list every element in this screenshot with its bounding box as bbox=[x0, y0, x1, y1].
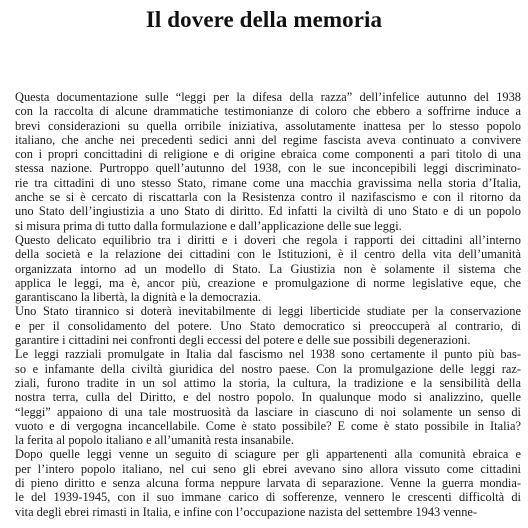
text-line: brevi considerazioni su quella orribile iniziativa, assolutamente inattesa per lo stesso popolo bbox=[15, 118, 521, 133]
text-line: rie tra cittadini di uno stesso Stato, rimane come una macchia gravissima nella storia d’Italia, bbox=[15, 175, 521, 190]
text-line: stessa nazione. Purtroppo quell’autunno del 1938, con le sue inconcepibili leggi discriminato- bbox=[15, 161, 521, 176]
paragraph bbox=[15, 447, 521, 518]
text-line: della società e la relazione dei cittadini con le Istituzioni, è il centro della vita dell’umanità bbox=[15, 247, 521, 262]
text-line: garantire i cittadini nei confronti degli eccessi del potere e delle sue possibili degenerazioni. bbox=[15, 333, 471, 348]
text-line: Uno Stato tirannico si doterà inevitabilmente di leggi liberticide studiate per la conservazione bbox=[15, 304, 521, 319]
text-line: vita degli ebrei rimasti in Italia, e infine con l’occupazione nazista del settembre 1943 venne- bbox=[15, 504, 478, 519]
article-body bbox=[15, 90, 521, 519]
text-line: Le leggi razziali promulgate in Italia dal fascismo nel 1938 sono certamente il punto più bas- bbox=[15, 347, 521, 362]
text-line: di pieno diritto e senza alcuna forma neppure larvata di separazione. Venne la guerra mondia- bbox=[15, 476, 521, 491]
paragraph bbox=[15, 347, 521, 447]
page-title: Il dovere della memoria bbox=[145, 7, 383, 32]
text-line: ziali, furono tradite in un sol attimo la storia, la cultura, la tradizione e la sensibilità della bbox=[15, 375, 521, 390]
paragraph bbox=[15, 304, 521, 347]
text-line: Questo delicato equilibrio tra i diritti e i doveri che regola i rapporti dei cittadini all’interno bbox=[15, 232, 521, 247]
paragraph bbox=[15, 90, 521, 233]
text-line: italiano, che anche nei precedenti sedici anni del regime fascista aveva continuato a convivere bbox=[15, 132, 521, 147]
text-line: “leggi” appaiono di una tale mostruosità da lasciare in ciascuno di noi solamente un senso di bbox=[15, 404, 521, 419]
text-line: applica le leggi, ma è, ancor più, creazione e promulgazione di norme legislative eque, che bbox=[15, 275, 521, 290]
text-line: Questa documentazione sulle “leggi per la difesa della razza” dell’infelice autunno del 1938 bbox=[15, 90, 521, 104]
text-line: anche se si è cercato di riscattarla con la Resistenza contro il nazifascismo e con il ritorno da bbox=[15, 190, 521, 205]
text-line: garantiscano la libertà, la dignità e la democrazia. bbox=[15, 290, 261, 305]
text-line: la ferita al popolo italiano e all’umanità resta insanabile. bbox=[15, 433, 295, 448]
text-line: le del 1939-1945, con il suo immane carico di sofferenze, vennero le crescenti difficoltà di bbox=[15, 490, 521, 505]
text-line: so e infamante della civiltà giuridica del nostro paese. Con la promulgazione delle leggi raz- bbox=[15, 361, 521, 376]
text-line: nostra terra, culla del Diritto, e del nostro popolo. In qualunque modo si analizzino, quelle bbox=[15, 390, 521, 405]
paragraph bbox=[15, 233, 521, 304]
text-line: con la raccolta di alcune drammatiche testimonianze di coloro che ebbero a soffrirne induce a bbox=[15, 104, 521, 119]
text-line: si misura prima di tutto dalla formulazione e dall’applicazione delle sue leggi. bbox=[15, 218, 402, 233]
text-line: uno Stato dell’ingiustizia a uno Stato di diritto. Ed infatti la civiltà di uno Stato e di un popolo bbox=[15, 204, 521, 219]
text-line: Dopo quelle leggi venne un seguito di sciagure per gli appartenenti alla comunità ebraica e bbox=[15, 447, 521, 462]
text-line: vuoto e di vergogna incancellabile. Come è stato possibile? E come è stato possibile in Italia? bbox=[15, 418, 521, 433]
text-line: e per il consolidamento del potere. Uno Stato democratico si preoccuperà al contrario, di bbox=[15, 318, 521, 333]
text-line: con i propri concittadini di religione e di origine ebraica come componenti a pari titolo di una bbox=[15, 147, 521, 162]
text-line: organizzata intorno ad un modello di Stato. La Giustizia non è solamente il sistema che bbox=[15, 261, 521, 276]
text-line: per l’intero popolo italiano, nel cui seno gli ebrei avevano sino allora vissuto come cittadini bbox=[15, 461, 521, 476]
